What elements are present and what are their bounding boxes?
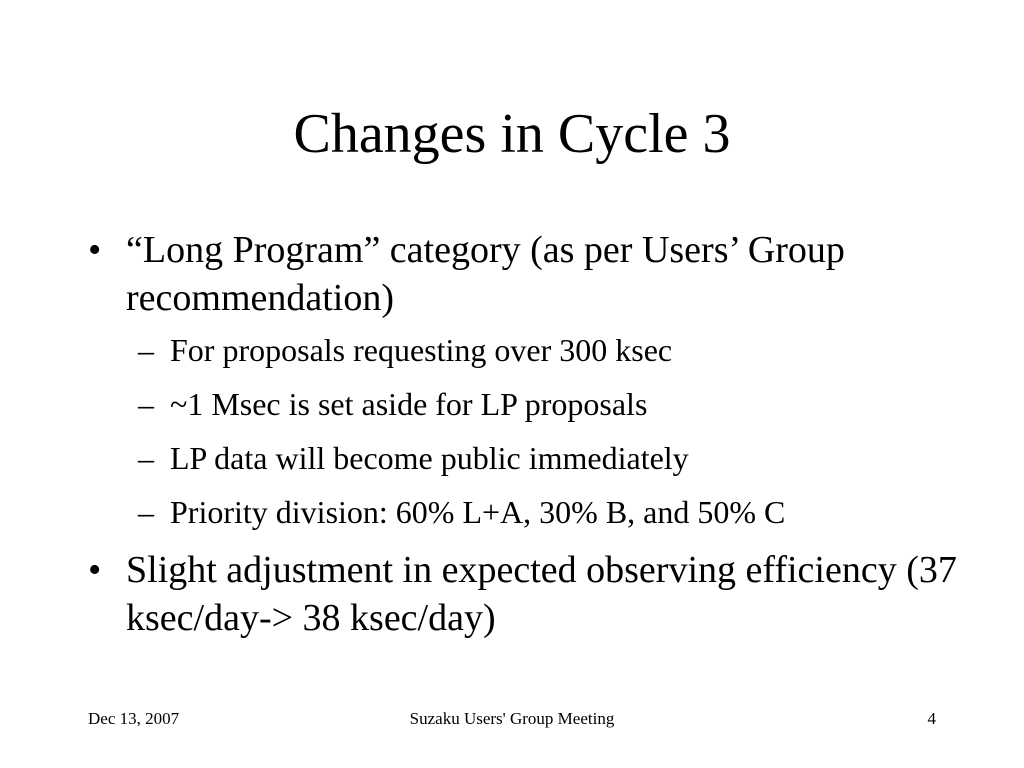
dash-icon: – (138, 494, 154, 530)
sub-bullet-text: ~1 Msec is set aside for LP proposals (170, 386, 648, 422)
footer-date: Dec 13, 2007 (88, 709, 180, 728)
bullet-icon: • (88, 229, 102, 271)
sub-bullet-item (88, 384, 968, 424)
bullet-text: “Long Program” category (as per Users’ Group recommendation) (126, 229, 845, 319)
sub-bullet-item (88, 438, 968, 478)
dash-icon: – (138, 386, 154, 422)
sub-bullet-list (88, 330, 968, 532)
dash-icon: – (138, 440, 154, 476)
sub-bullet-item (88, 330, 968, 370)
bullet-item (88, 226, 968, 322)
sub-bullet-text: LP data will become public immediately (170, 440, 689, 476)
dash-icon: – (138, 332, 154, 368)
bullet-icon: • (88, 549, 102, 591)
bullet-item (88, 546, 968, 642)
sub-bullet-text: Priority division: 60% L+A, 30% B, and 50% C (170, 494, 786, 530)
slide-body (88, 226, 968, 650)
sub-bullet-item (88, 492, 968, 532)
sub-bullet-text: For proposals requesting over 300 ksec (170, 332, 673, 368)
bullet-text: Slight adjustment in expected observing efficiency (37 ksec/day-> 38 ksec/day) (126, 549, 957, 639)
slide-title: Changes in Cycle 3 (293, 103, 731, 165)
page-number: 4 (927, 709, 936, 728)
footer-event: Suzaku Users' Group Meeting (409, 709, 615, 728)
